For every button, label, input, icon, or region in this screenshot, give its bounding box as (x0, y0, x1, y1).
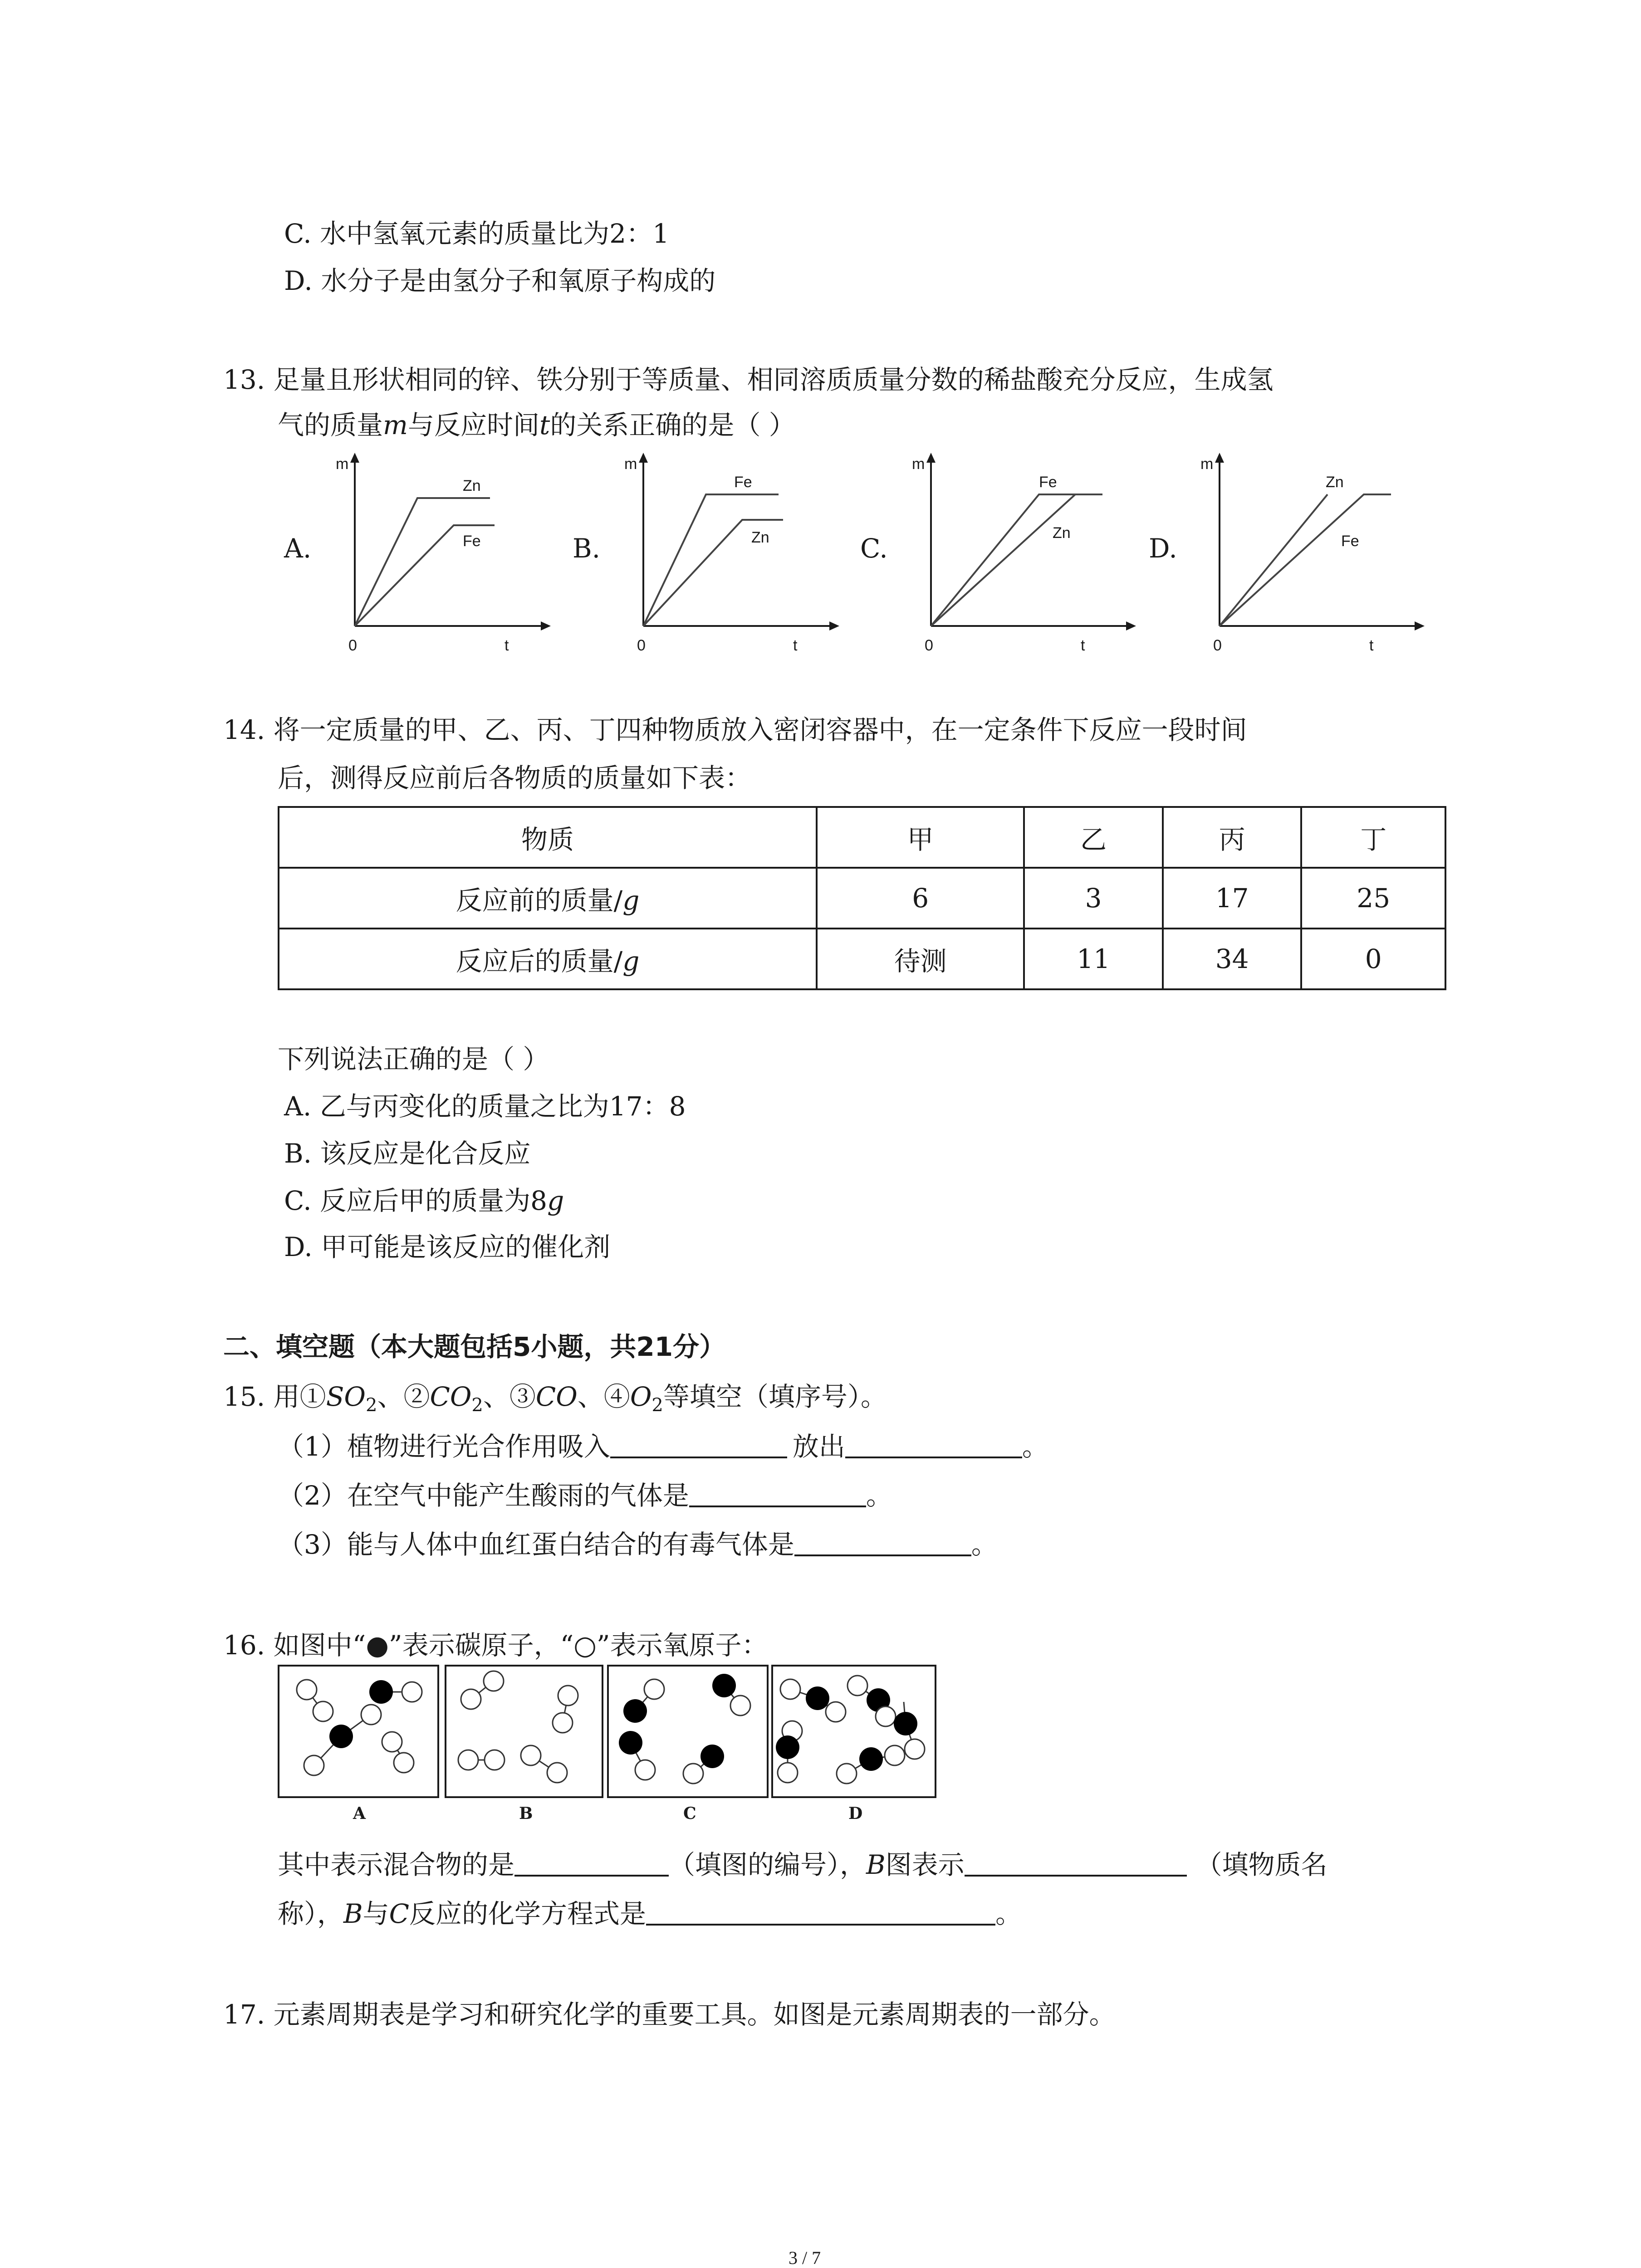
q13-graph-c (903, 449, 1139, 662)
graph-a-y-label: m (336, 455, 349, 473)
q14-prompt: 下列说法正确的是（ ） (278, 1044, 549, 1075)
panel-c-label: C (683, 1804, 696, 1823)
q16-molecule-diagrams (278, 1665, 949, 1837)
header-jia: 甲 (817, 807, 1024, 868)
graph-b-x-label: t (793, 637, 798, 654)
q13-stem-line1: 13. 足量且形状相同的锌、铁分别于等质量、相同溶质质量分数的稀盐酸充分反应，生成氢 (223, 364, 1274, 395)
panel-b (446, 1666, 603, 1823)
panel-b-label: B (519, 1804, 533, 1823)
table-row (279, 868, 1445, 929)
q14-mass-table (278, 806, 1446, 990)
q14-option-b: B. 该反应是化合反应 (284, 1138, 531, 1169)
graph-c-y-label: m (912, 455, 925, 473)
q12-option-c: C. 水中氢氧元素的质量比为2：1 (284, 218, 669, 249)
header-bing: 丙 (1163, 807, 1302, 868)
cell-before-yi: 3 (1024, 868, 1163, 929)
q13-graph-d (1191, 449, 1427, 662)
q16-question-line1: 其中表示混合物的是 （填图的编号），B图表示 （填物质名 (278, 1849, 1327, 1880)
graph-c-origin: 0 (925, 637, 933, 654)
graph-a-lower-label: Fe (463, 533, 481, 550)
q13-graph-b (615, 449, 842, 662)
panel-d (772, 1666, 936, 1823)
page-number: 3 / 7 (789, 2248, 821, 2268)
answer-blank[interactable] (845, 1435, 1022, 1458)
graph-b-upper-label: Fe (734, 474, 752, 491)
graph-a-x-label: t (505, 637, 509, 654)
q13-graph-d-letter: D. (1149, 533, 1177, 564)
table-row (279, 929, 1445, 989)
q14-option-d: D. 甲可能是该反应的催化剂 (284, 1232, 611, 1262)
q15-part-3: （3）能与人体中血红蛋白结合的有毒气体是 。 (278, 1529, 998, 1560)
row-label-after: 反应后的质量/g (279, 929, 817, 989)
q13-graph-b-letter: B. (573, 533, 601, 564)
section-2-title: 二、填空题（本大题包括5小题，共21分） (223, 1331, 726, 1362)
header-substance: 物质 (279, 807, 817, 868)
cell-after-ding: 0 (1301, 929, 1445, 989)
cell-after-jia: 待测 (817, 929, 1024, 989)
answer-blank[interactable] (965, 1853, 1187, 1877)
cell-before-ding: 25 (1301, 868, 1445, 929)
graph-d-y-label: m (1200, 455, 1214, 473)
header-yi: 乙 (1024, 807, 1163, 868)
graph-c-upper-label: Fe (1039, 474, 1057, 491)
graph-c-lower-label: Zn (1053, 524, 1071, 542)
graph-d-upper-label: Zn (1326, 474, 1344, 491)
q15-part-2: （2）在空气中能产生酸雨的气体是 。 (278, 1480, 892, 1511)
graph-b-y-label: m (624, 455, 637, 473)
graph-a-origin: 0 (348, 637, 357, 654)
q13-graph-a (327, 449, 554, 662)
graph-d-lower-label: Fe (1341, 533, 1359, 550)
graph-a-upper-label: Zn (463, 477, 481, 494)
graph-b-origin: 0 (637, 637, 646, 654)
answer-blank[interactable] (794, 1533, 971, 1556)
answer-blank[interactable] (689, 1484, 866, 1507)
q14-stem-line1: 14. 将一定质量的甲、乙、丙、丁四种物质放入密闭容器中，在一定条件下反应一段时间 (223, 714, 1247, 745)
row-label-before: 反应前的质量/g (279, 868, 817, 929)
q15-stem: 15. 用$①SO_2$、$②CO_2$、③CO、$④O_2$等填空（填序号）。 (223, 1381, 887, 1416)
cell-after-bing: 34 (1163, 929, 1302, 989)
q13-stem-line2: 气的质量m与反应时间t的关系正确的是（ ） (278, 410, 795, 440)
q13-graph-a-letter: A. (284, 533, 312, 564)
q14-option-a: A. 乙与丙变化的质量之比为17：8 (284, 1091, 686, 1122)
q15-part-1: （1）植物进行光合作用吸入 放出 。 (278, 1431, 1048, 1462)
cell-before-jia: 6 (817, 868, 1024, 929)
graph-c-x-label: t (1081, 637, 1085, 654)
q17-stem: 17. 元素周期表是学习和研究化学的重要工具。如图是元素周期表的一部分。 (223, 1999, 1116, 2030)
answer-blank[interactable] (610, 1435, 787, 1458)
q14-option-c: C. 反应后甲的质量为8g (284, 1185, 564, 1216)
graph-d-origin: 0 (1213, 637, 1222, 654)
graph-d-x-label: t (1369, 637, 1374, 654)
q14-stem-line2: 后，测得反应前后各物质的质量如下表： (278, 763, 752, 793)
table-header-row (279, 807, 1445, 868)
header-ding: 丁 (1301, 807, 1445, 868)
panel-a-label: A (353, 1804, 366, 1823)
graph-b-lower-label: Zn (751, 529, 769, 546)
panel-d-label: D (848, 1804, 863, 1823)
panel-c (608, 1666, 768, 1823)
answer-blank[interactable] (514, 1853, 669, 1877)
q12-option-d: D. 水分子是由氢分子和氧原子构成的 (284, 265, 716, 296)
cell-before-bing: 17 (1163, 868, 1302, 929)
answer-blank[interactable] (646, 1902, 995, 1926)
q13-graph-c-letter: C. (860, 533, 888, 564)
cell-after-yi: 11 (1024, 929, 1163, 989)
panel-a (279, 1666, 438, 1823)
q16-stem: 16. 如图中“●”表示碳原子，“○”表示氧原子： (223, 1630, 768, 1661)
q16-question-line2: 称），B与C反应的化学方程式是 。 (278, 1898, 1022, 1929)
